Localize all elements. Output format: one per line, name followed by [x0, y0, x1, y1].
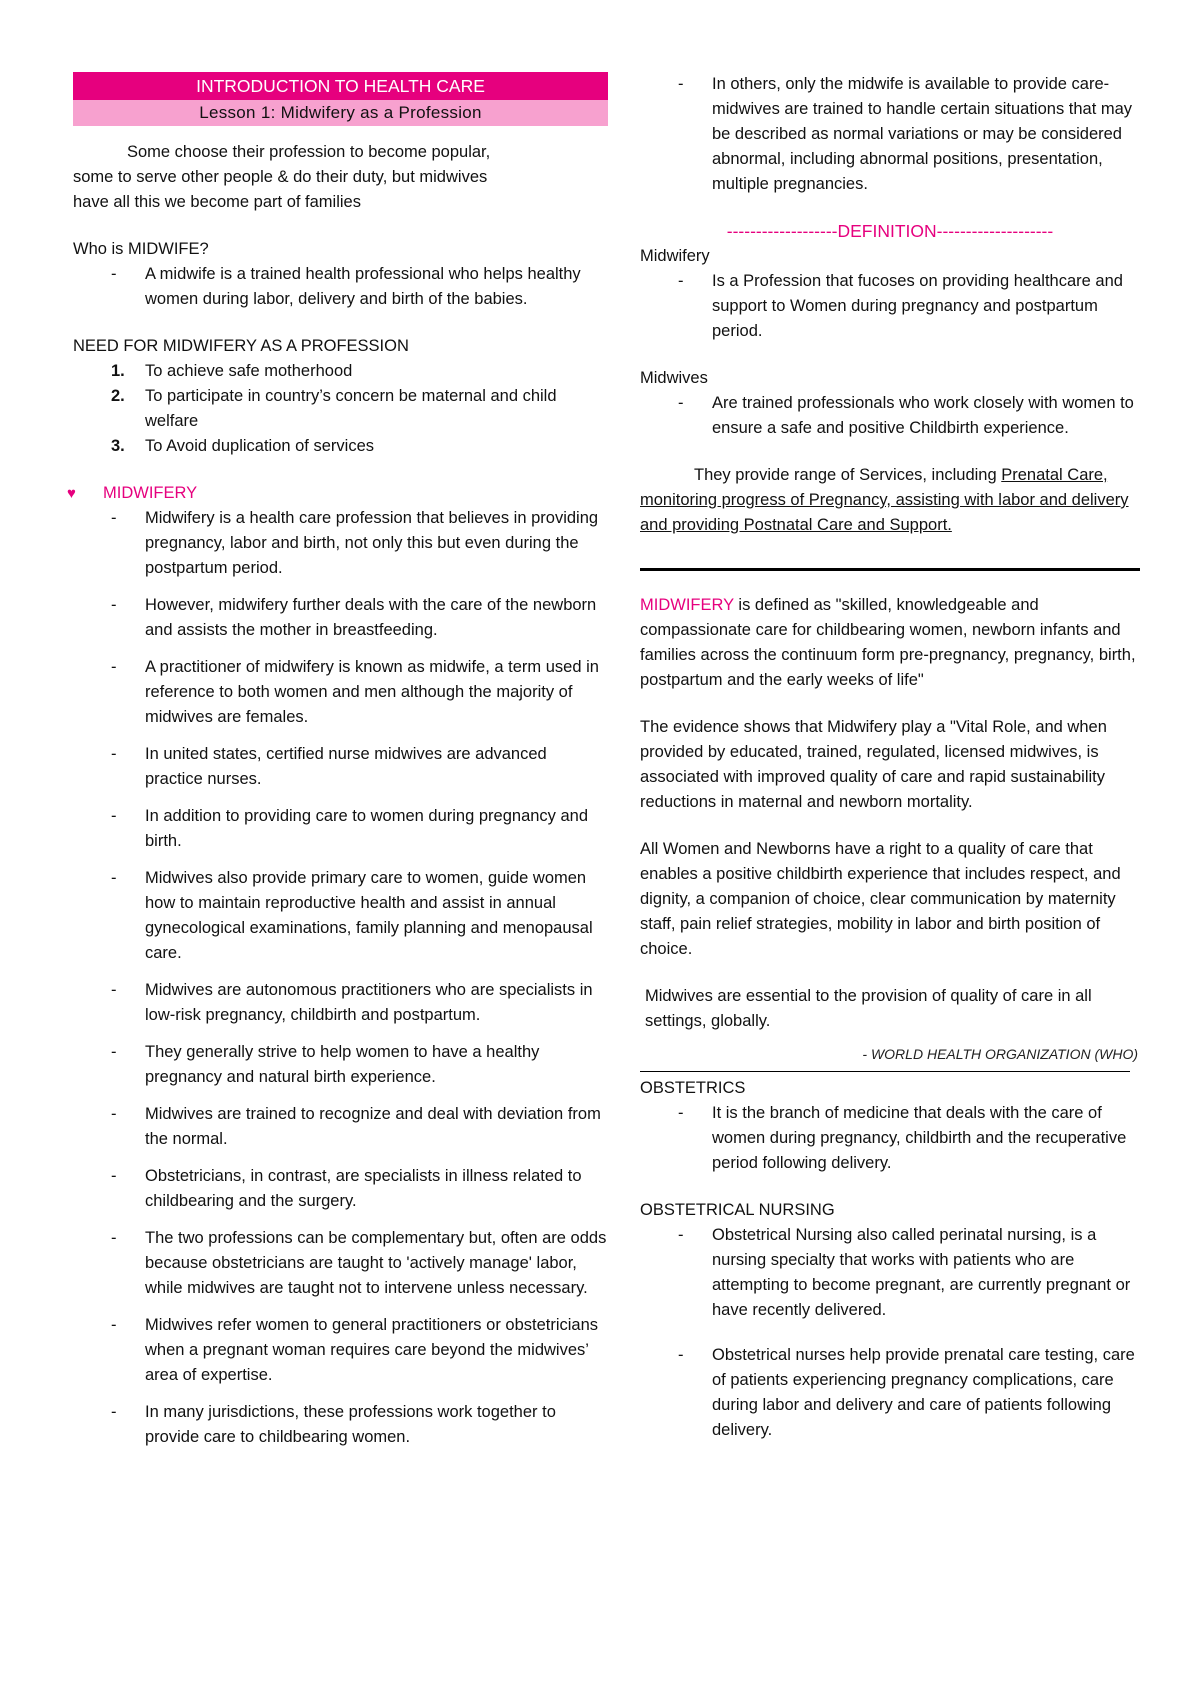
list-item: - Obstetrical nurses help provide prenatal care testing, care of patients experiencing pregnancy complications, care during labor and delivery and care of patients following delivery.: [640, 1343, 1140, 1443]
list-item: - In many jurisdictions, these professions work together to provide care to childbearing women.: [73, 1400, 608, 1450]
continued-list: [640, 72, 1140, 197]
list-item: - In addition to providing care to women during pregnancy and birth.: [73, 804, 608, 854]
list-item: - In others, only the midwife is available to provide care- midwives are trained to handle certain situations that may be described as normal variations or may be considered abnormal, including abnormal positions, presentation, multiple pregnancies.: [640, 72, 1140, 197]
need-for-midwifery-list: [73, 359, 608, 459]
obstetrics-list: [640, 1101, 1140, 1176]
rights-paragraph: All Women and Newborns have a right to a quality of care that enables a positive childbirth experience that includes respect, and dignity, a companion of choice, clear communication by maternity staff, pain relief strategies, mobility in labor and birth position of choice.: [640, 840, 1121, 958]
intro-paragraph: [73, 140, 608, 215]
intro-line: some to serve other people & do their duty, but midwives: [73, 168, 488, 186]
list-item: - Midwives are trained to recognize and deal with deviation from the normal.: [73, 1102, 608, 1152]
midwifery-term: Midwifery: [640, 247, 710, 265]
midwives-definition-list: [640, 391, 1140, 441]
who-is-midwife-heading: Who is MIDWIFE?: [73, 240, 209, 258]
obstetrical-nursing-list: [640, 1223, 1140, 1443]
list-item: - Midwives also provide primary care to women, guide women how to maintain reproductive health and assist in annual gynecological examinations, family planning and menopausal care.: [73, 866, 608, 966]
need-for-midwifery-heading: NEED FOR MIDWIFERY AS A PROFESSION: [73, 337, 409, 355]
list-item: - Is a Profession that fucoses on providing healthcare and support to Women during pregnancy and postpartum period.: [640, 269, 1140, 344]
intro-line: have all this we become part of families: [73, 193, 361, 211]
list-item: - They generally strive to help women to have a healthy pregnancy and natural birth experience.: [73, 1040, 608, 1090]
left-column: [67, 72, 608, 1462]
list-item: - However, midwifery further deals with the care of the newborn and assists the mother in breastfeeding.: [73, 593, 608, 643]
essential-paragraph: Midwives are essential to the provision of quality of care in all settings, globally.: [645, 987, 1092, 1030]
list-item: - Midwifery is a health care profession that believes in providing pregnancy, labor and birth, not only this but even during the postpartum period.: [73, 506, 608, 581]
list-item: - Midwives are autonomous practitioners who are specialists in low-risk pregnancy, childbirth and postpartum.: [73, 978, 608, 1028]
list-item: - Obstetricians, in contrast, are specialists in illness related to childbearing and the surgery.: [73, 1164, 608, 1214]
list-item: - It is the branch of medicine that deals with the care of women during pregnancy, childbirth and the recuperative period following delivery.: [640, 1101, 1140, 1176]
midwifery-definition-list: [640, 269, 1140, 344]
obstetrical-nursing-heading: OBSTETRICAL NURSING: [640, 1201, 835, 1219]
midwives-term: Midwives: [640, 369, 708, 387]
evidence-paragraph: The evidence shows that Midwifery play a "Vital Role, and when provided by educated, trained, regulated, licensed midwives, is associated with improved quality of care and rapid sustainability reductions in maternal and newborn mortality.: [640, 718, 1107, 811]
heart-icon: ♥: [67, 485, 76, 502]
right-column: [640, 72, 1140, 1455]
list-item: - Are trained professionals who work closely with women to ensure a safe and positive Childbirth experience.: [640, 391, 1140, 441]
list-item: - A practitioner of midwifery is known as midwife, a term used in reference to both women and men although the majority of midwives are females.: [73, 655, 608, 730]
who-is-midwife-list: [73, 262, 608, 312]
who-credit: - WORLD HEALTH ORGANIZATION (WHO): [862, 1046, 1138, 1062]
page-subtitle: Lesson 1: Midwifery as a Profession: [73, 100, 608, 126]
list-item: - The two professions can be complementary but, often are odds because obstetricians are taught to 'actively manage' labor, while midwives are taught not to intervene unless necessary.: [73, 1226, 608, 1301]
list-item: 3. To Avoid duplication of services: [111, 437, 374, 455]
midwifery-list: [73, 506, 608, 1450]
services-paragraph: They provide range of Services, including Prenatal Care, monitoring progress of Pregnancy, assisting with labor and delivery and providing Postnatal Care and Support.: [640, 466, 1129, 534]
definition-heading: -------------------DEFINITION--------------------: [726, 221, 1054, 241]
list-item: 1. To achieve safe motherhood: [111, 362, 353, 380]
list-item: - Obstetrical Nursing also called perinatal nursing, is a nursing specialty that works with patients who are attempting to become pregnant, are currently pregnant or have recently delivered.: [640, 1223, 1140, 1323]
list-item: - A midwife is a trained health professional who helps healthy women during labor, delivery and birth of the babies.: [73, 262, 608, 312]
obstetrics-heading: OBSTETRICS: [640, 1079, 746, 1097]
list-item: - Midwives refer women to general practitioners or obstetricians when a pregnant woman requires care beyond the midwives’ area of expertise.: [73, 1313, 608, 1388]
page-title: INTRODUCTION TO HEALTH CARE: [73, 72, 608, 100]
list-item: 2. To participate in country’s concern be maternal and child welfare: [111, 387, 557, 430]
who-definition-paragraph: MIDWIFERY is defined as "skilled, knowledgeable and compassionate care for childbearing women, newborn infants and families across the continuum form pre-pregnancy, pregnancy, birth, postpartum and the early weeks of life": [640, 596, 1136, 689]
list-item: - In united states, certified nurse midwives are advanced practice nurses.: [73, 742, 608, 792]
midwifery-section-heading: ♥ MIDWIFERY: [73, 481, 608, 506]
intro-line: Some choose their profession to become popular,: [127, 143, 491, 161]
